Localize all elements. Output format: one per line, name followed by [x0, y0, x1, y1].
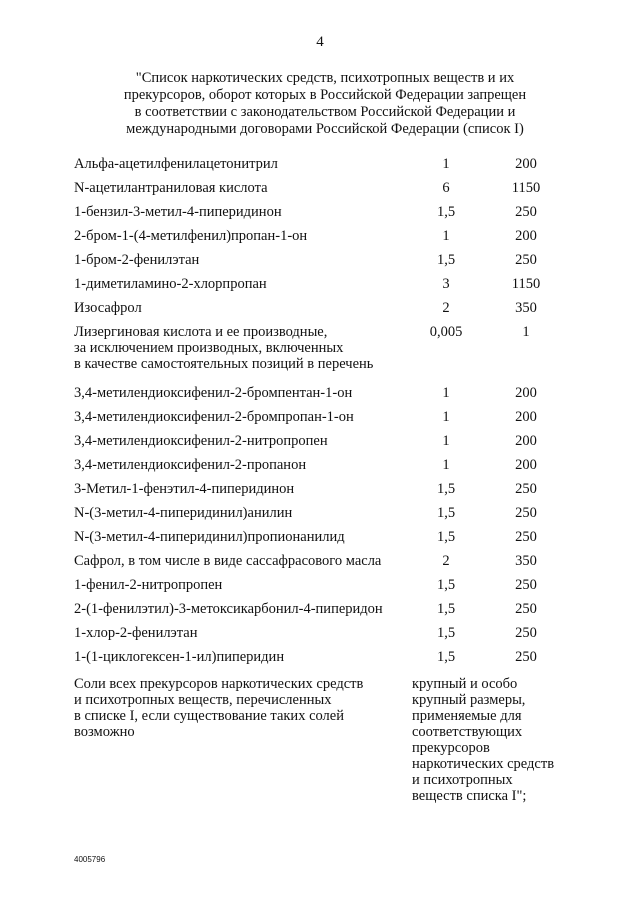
large-amount: 1150 — [511, 276, 541, 292]
salts-line: в списке I, если существование таких солей — [74, 708, 344, 724]
large-amount: 250 — [515, 529, 537, 545]
significant-amount: 1 — [442, 228, 450, 244]
substance-name-line: 1-диметиламино-2-хлорпропан — [74, 276, 267, 292]
substance-name — [74, 601, 404, 617]
large-amount: 250 — [515, 252, 537, 268]
substance-name-line: за исключением производных, включенных — [74, 340, 344, 356]
salts-description — [74, 676, 394, 740]
large-amount: 200 — [515, 228, 537, 244]
salts-line: возможно — [74, 724, 135, 740]
substance-name-line: 2-(1-фенилэтил)-3-метоксикарбонил-4-пиперидон — [74, 601, 383, 617]
large-amount: 200 — [515, 385, 537, 401]
substance-name-line: N-(3-метил-4-пиперидинил)анилин — [74, 505, 293, 521]
large-amount: 200 — [515, 409, 537, 425]
substance-name-line: 1-бром-2-фенилэтан — [74, 252, 200, 268]
substance-name — [74, 625, 404, 641]
significant-amount: 1,5 — [436, 204, 456, 220]
salts-amount-line: крупный размеры, — [412, 692, 526, 708]
substance-name — [74, 180, 404, 196]
large-amount: 250 — [515, 649, 537, 665]
document-code: 4005796 — [74, 855, 106, 864]
substance-name — [74, 457, 404, 473]
document-title — [90, 70, 560, 138]
salts-amount-line: прекурсоров — [412, 740, 490, 756]
substance-name — [74, 481, 404, 497]
salts-amount — [412, 676, 582, 804]
large-amount: 250 — [515, 625, 537, 641]
large-amount: 250 — [515, 505, 537, 521]
salts-line: Соли всех прекурсоров наркотических средств — [74, 676, 364, 692]
substance-name — [74, 433, 404, 449]
substance-name — [74, 553, 404, 569]
substance-name-line: Сафрол, в том числе в виде сассафрасового масла — [74, 553, 382, 569]
large-amount: 1 — [522, 324, 530, 340]
substance-name-line: Альфа-ацетилфенилацетонитрил — [74, 156, 278, 172]
significant-amount: 1 — [442, 385, 450, 401]
substance-name-line: 1-бензил-3-метил-4-пиперидинон — [74, 204, 282, 220]
significant-amount: 1,5 — [436, 252, 456, 268]
salts-amount-line: веществ списка I"; — [412, 788, 527, 804]
substance-name — [74, 204, 404, 220]
substance-name — [74, 300, 404, 316]
substance-name — [74, 505, 404, 521]
substance-name — [74, 276, 404, 292]
substance-name-line: 1-хлор-2-фенилэтан — [74, 625, 198, 641]
large-amount: 200 — [515, 433, 537, 449]
significant-amount: 1 — [442, 409, 450, 425]
large-amount: 250 — [515, 481, 537, 497]
substance-name — [74, 156, 404, 172]
significant-amount: 1,5 — [436, 601, 456, 617]
substance-name — [74, 324, 404, 372]
large-amount: 1150 — [511, 180, 541, 196]
significant-amount: 1 — [442, 457, 450, 473]
substance-name-line: 3,4-метилендиоксифенил-2-бромпропан-1-он — [74, 409, 354, 425]
substance-name-line: 3-Метил-1-фенэтил-4-пиперидинон — [74, 481, 295, 497]
significant-amount: 6 — [442, 180, 450, 196]
large-amount: 250 — [515, 204, 537, 220]
substance-name-line: 3,4-метилендиоксифенил-2-бромпентан-1-он — [74, 385, 353, 401]
large-amount: 350 — [515, 553, 537, 569]
title-line: "Список наркотических средств, психотропных веществ и их — [135, 70, 515, 86]
large-amount: 200 — [515, 156, 537, 172]
title-line: международными договорами Российской Федерации (список I) — [126, 121, 524, 137]
substance-name-line: N-ацетилантраниловая кислота — [74, 180, 268, 196]
significant-amount: 1,5 — [436, 577, 456, 593]
substance-name — [74, 385, 404, 401]
substance-name-line: Лизергиновая кислота и ее производные, — [74, 324, 328, 340]
substance-name — [74, 529, 404, 545]
large-amount: 250 — [515, 577, 537, 593]
significant-amount: 1,5 — [436, 649, 456, 665]
large-amount: 200 — [515, 457, 537, 473]
substance-name-line: 1-фенил-2-нитропропен — [74, 577, 223, 593]
substance-name — [74, 409, 404, 425]
significant-amount: 0,005 — [429, 324, 463, 340]
salts-amount-line: соответствующих — [412, 724, 523, 740]
page-number: 4 — [316, 34, 324, 50]
title-line: в соответствии с законодательством Российской Федерации и — [134, 104, 516, 120]
salts-amount-line: применяемые для — [412, 708, 522, 724]
large-amount: 350 — [515, 300, 537, 316]
significant-amount: 1,5 — [436, 529, 456, 545]
substance-name-line: N-(3-метил-4-пиперидинил)пропионанилид — [74, 529, 345, 545]
substance-name — [74, 577, 404, 593]
salts-amount-line: и психотропных — [412, 772, 513, 788]
substance-name-line: в качестве самостоятельных позиций в перечень — [74, 356, 374, 372]
significant-amount: 1,5 — [436, 625, 456, 641]
substance-name — [74, 649, 404, 665]
significant-amount: 2 — [442, 553, 450, 569]
substance-name — [74, 228, 404, 244]
substance-name-line: 1-(1-циклогексен-1-ил)пиперидин — [74, 649, 285, 665]
significant-amount: 1,5 — [436, 505, 456, 521]
significant-amount: 2 — [442, 300, 450, 316]
salts-amount-line: крупный и особо — [412, 676, 518, 692]
substance-name-line: Изосафрол — [74, 300, 142, 316]
significant-amount: 3 — [442, 276, 450, 292]
substance-name — [74, 252, 404, 268]
salts-line: и психотропных веществ, перечисленных — [74, 692, 332, 708]
significant-amount: 1 — [442, 433, 450, 449]
salts-amount-line: наркотических средств — [412, 756, 555, 772]
significant-amount: 1 — [442, 156, 450, 172]
substance-name-line: 3,4-метилендиоксифенил-2-пропанон — [74, 457, 307, 473]
title-line: прекурсоров, оборот которых в Российской Федерации запрещен — [123, 87, 527, 103]
significant-amount: 1,5 — [436, 481, 456, 497]
large-amount: 250 — [515, 601, 537, 617]
substance-name-line: 3,4-метилендиоксифенил-2-нитропропен — [74, 433, 328, 449]
substance-name-line: 2-бром-1-(4-метилфенил)пропан-1-он — [74, 228, 308, 244]
